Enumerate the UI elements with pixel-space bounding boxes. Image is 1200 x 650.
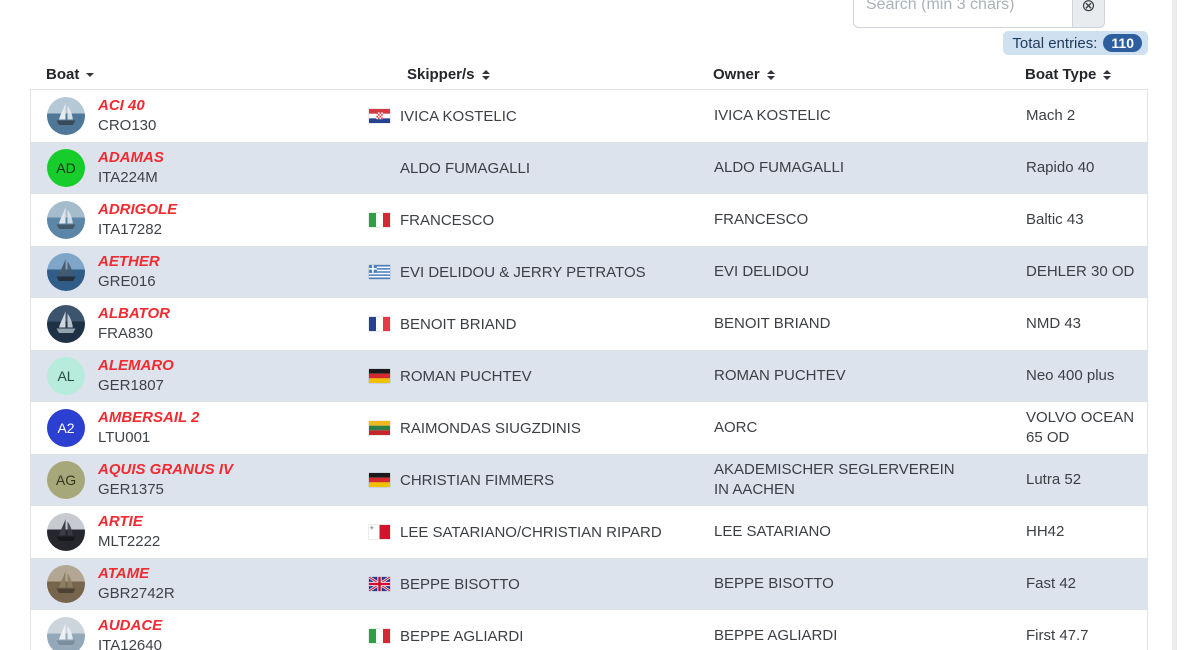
skipper-name: CHRISTIAN FIMMERS: [400, 471, 555, 489]
table-row[interactable]: [31, 142, 1147, 194]
skipper-name: EVI DELIDOU & JERRY PETRATOS: [400, 263, 646, 281]
table-row[interactable]: [31, 194, 1147, 246]
boat-avatar: [47, 565, 85, 603]
skipper-name: IVICA KOSTELIC: [400, 107, 517, 125]
boat-avatar: [47, 253, 85, 291]
boat-type-cell: [1018, 465, 1147, 495]
boat-type-cell: [1018, 257, 1147, 287]
skipper-flag-icon: [369, 421, 390, 435]
owner-name: BEPPE AGLIARDI: [714, 627, 838, 644]
boat-type-cell: [1018, 205, 1147, 235]
skipper-flag-icon: [369, 577, 390, 591]
boat-avatar: AL: [47, 357, 85, 395]
skipper-cell: [361, 363, 706, 390]
owner-name: FRANCESCO: [714, 211, 809, 228]
boat-name: AQUIS GRANUS IV: [98, 461, 234, 478]
boat-avatar: [47, 617, 85, 650]
owner-cell: [706, 569, 1018, 599]
boat-cell: [31, 143, 361, 193]
boat-type-cell: [1018, 517, 1147, 547]
owner-cell: [706, 413, 1018, 443]
search-input[interactable]: [853, 0, 1072, 28]
table-row[interactable]: [31, 610, 1147, 650]
owner-name: ROMAN PUCHTEV: [714, 367, 846, 384]
sail-number: LTU001: [98, 429, 151, 446]
boat-cell: [31, 91, 361, 141]
boat-type: HH42: [1026, 523, 1065, 540]
skipper-cell: [361, 623, 706, 650]
owner-cell: [706, 455, 1018, 505]
sail-number: GRE016: [98, 273, 156, 290]
boat-text: [98, 148, 164, 188]
boat-avatar: [47, 513, 85, 551]
table-row[interactable]: [31, 558, 1147, 610]
boat-type-cell: [1018, 569, 1147, 599]
sort-icon: [767, 70, 775, 80]
boat-text: [98, 616, 162, 650]
search-clear-button[interactable]: [1072, 0, 1105, 28]
skipper-name: BEPPE BISOTTO: [400, 575, 520, 593]
skipper-cell: [361, 103, 706, 130]
skipper-name: BENOIT BRIAND: [400, 315, 517, 333]
skipper-name: BEPPE AGLIARDI: [400, 627, 524, 645]
boat-type: Rapido 40: [1026, 159, 1095, 176]
sort-icon: [86, 73, 94, 77]
owner-name: BENOIT BRIAND: [714, 315, 831, 332]
boat-cell: [31, 403, 361, 453]
boat-type-cell: [1018, 621, 1147, 650]
boat-name: ADAMAS: [98, 149, 164, 166]
boat-name: ALEMARO: [98, 357, 174, 374]
sort-icon: [482, 70, 490, 80]
table-row[interactable]: [31, 90, 1147, 142]
sort-icon: [1103, 70, 1111, 80]
boat-avatar: [47, 201, 85, 239]
total-entries-count: 110: [1103, 34, 1142, 52]
sail-number: ITA224M: [98, 169, 158, 186]
boat-name: AMBERSAIL 2: [98, 409, 200, 426]
owner-cell: [706, 153, 1018, 183]
boat-type: VOLVO OCEAN 65 OD: [1026, 409, 1135, 446]
boat-cell: [31, 559, 361, 609]
skipper-cell: [361, 571, 706, 598]
skipper-cell: [361, 519, 706, 546]
owner-name: AORC: [714, 419, 758, 436]
boat-type: NMD 43: [1026, 315, 1082, 332]
total-entries-badge: [1003, 31, 1148, 55]
column-header-boat-type[interactable]: [1017, 66, 1148, 83]
owner-cell: [706, 101, 1018, 131]
total-entries-label: Total entries:: [1012, 34, 1098, 52]
owner-name: AKADEMISCHER SEGLERVEREIN IN AACHEN: [714, 461, 955, 498]
sail-number: MLT2222: [98, 533, 161, 550]
boat-text: [98, 200, 177, 240]
owner-name: IVICA KOSTELIC: [714, 107, 831, 124]
boat-cell: [31, 247, 361, 297]
skipper-cell: [361, 207, 706, 234]
skipper-flag-icon: [369, 369, 390, 383]
boat-text: [98, 512, 160, 552]
boat-name: ARTIE: [98, 513, 143, 530]
boat-text: [98, 96, 156, 136]
boat-name: ALBATOR: [98, 305, 170, 322]
boat-text: [98, 408, 199, 448]
owner-name: EVI DELIDOU: [714, 263, 810, 280]
owner-cell: [706, 257, 1018, 287]
sail-number: GER1807: [98, 377, 164, 394]
column-header-boat[interactable]: [30, 66, 360, 83]
boat-text: [98, 252, 160, 292]
circle-x-icon: ⊗: [1081, 0, 1096, 15]
owner-name: BEPPE BISOTTO: [714, 575, 834, 592]
boat-name: ATAME: [98, 565, 150, 582]
owner-cell: [706, 517, 1018, 547]
boat-cell: [31, 351, 361, 401]
boat-name: ACI 40: [98, 97, 145, 114]
boat-text: [98, 304, 170, 344]
boat-type: Lutra 52: [1026, 471, 1082, 488]
column-header-skipper[interactable]: [360, 66, 705, 83]
sail-number: CRO130: [98, 117, 157, 134]
table-row[interactable]: [31, 402, 1147, 454]
boat-type: Neo 400 plus: [1026, 367, 1115, 384]
search-bar: [853, 0, 1105, 28]
owner-cell: [706, 309, 1018, 339]
table-row[interactable]: [31, 350, 1147, 402]
boat-avatar: AG: [47, 461, 85, 499]
boat-type-cell: [1018, 403, 1147, 453]
boat-cell: [31, 455, 361, 505]
boat-type-cell: [1018, 361, 1147, 391]
boat-cell: [31, 611, 361, 650]
owner-name: LEE SATARIANO: [714, 523, 831, 540]
boat-type: First 47.7: [1026, 627, 1089, 644]
boat-type: Fast 42: [1026, 575, 1077, 592]
boat-avatar: A2: [47, 409, 85, 447]
table-header: [30, 60, 1148, 89]
entries-table: [30, 60, 1148, 650]
boat-cell: [31, 195, 361, 245]
skipper-cell: [361, 311, 706, 338]
skipper-flag-icon: [369, 629, 390, 643]
boat-avatar: [47, 305, 85, 343]
boat-type: Baltic 43: [1026, 211, 1084, 228]
boat-text: [98, 356, 174, 396]
column-label: Boat Type: [1025, 66, 1097, 83]
boat-cell: [31, 507, 361, 557]
table-row[interactable]: [31, 298, 1147, 350]
sail-number: GBR2742R: [98, 585, 175, 602]
owner-cell: [706, 205, 1018, 235]
column-label: Boat: [46, 66, 80, 83]
boat-type-cell: [1018, 309, 1147, 339]
boat-type: Mach 2: [1026, 107, 1076, 124]
table-body: [30, 89, 1148, 650]
column-label: Skipper/s: [407, 66, 475, 83]
skipper-cell: [361, 155, 706, 182]
boat-name: AUDACE: [98, 617, 163, 634]
boat-type-cell: [1018, 101, 1147, 131]
skipper-flag-icon: [369, 317, 390, 331]
sail-number: ITA17282: [98, 221, 162, 238]
boat-avatar: [47, 97, 85, 135]
owner-cell: [706, 361, 1018, 391]
skipper-name: LEE SATARIANO/CHRISTIAN RIPARD: [400, 523, 662, 541]
skipper-flag-icon: [369, 265, 390, 279]
boat-text: [98, 460, 233, 500]
sail-number: ITA12640: [98, 637, 162, 650]
column-label: Owner: [713, 66, 760, 83]
boat-text: [98, 564, 175, 604]
skipper-flag-icon: [369, 161, 390, 175]
table-row[interactable]: [31, 506, 1147, 558]
owner-cell: [706, 621, 1018, 650]
boat-type-cell: [1018, 153, 1147, 183]
skipper-flag-icon: [369, 213, 390, 227]
skipper-flag-icon: [369, 525, 390, 539]
skipper-name: FRANCESCO: [400, 211, 495, 229]
skipper-cell: [361, 415, 706, 442]
skipper-flag-icon: [369, 473, 390, 487]
skipper-cell: [361, 259, 706, 286]
boat-type: DEHLER 30 OD: [1026, 263, 1135, 280]
boat-cell: [31, 299, 361, 349]
skipper-flag-icon: [369, 109, 390, 123]
table-row[interactable]: [31, 246, 1147, 298]
sail-number: FRA830: [98, 325, 154, 342]
page-scrollbar[interactable]: [1172, 0, 1177, 650]
sail-number: GER1375: [98, 481, 164, 498]
table-row[interactable]: [31, 454, 1147, 506]
boat-name: AETHER: [98, 253, 160, 270]
boat-avatar: AD: [47, 149, 85, 187]
column-header-owner[interactable]: [705, 66, 1017, 83]
owner-name: ALDO FUMAGALLI: [714, 159, 845, 176]
boat-name: ADRIGOLE: [98, 201, 178, 218]
skipper-name: RAIMONDAS SIUGZDINIS: [400, 419, 581, 437]
skipper-name: ALDO FUMAGALLI: [400, 159, 531, 177]
skipper-cell: [361, 467, 706, 494]
skipper-name: ROMAN PUCHTEV: [400, 367, 532, 385]
